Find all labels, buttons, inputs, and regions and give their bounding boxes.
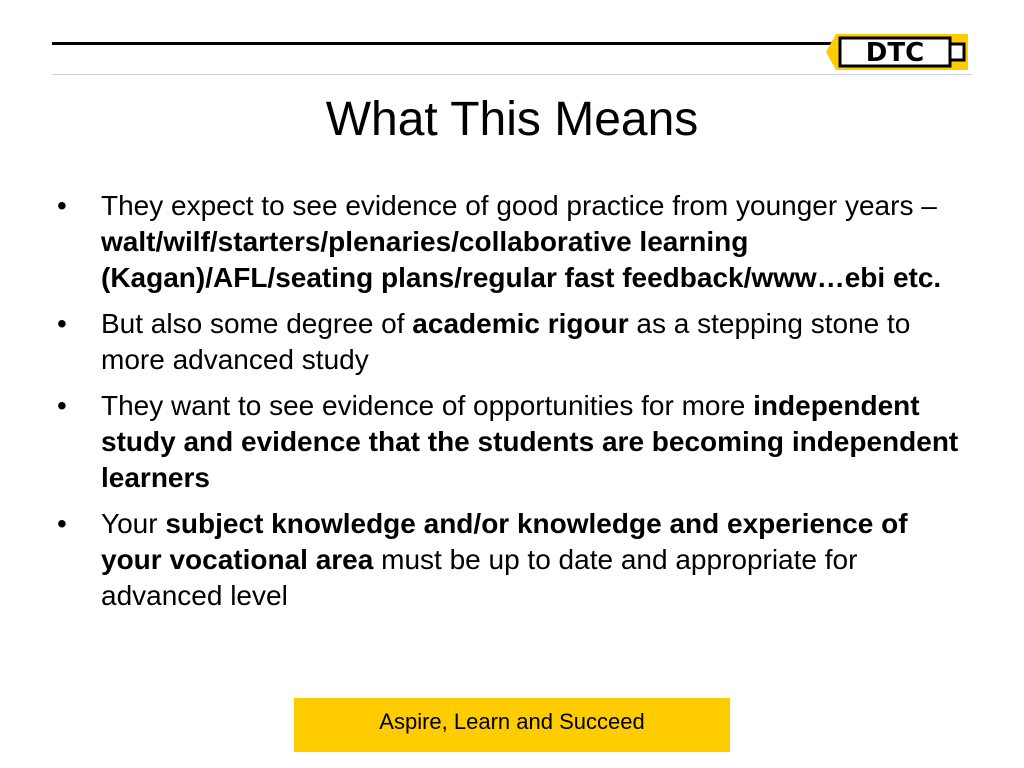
footer-banner: Aspire, Learn and Succeed <box>294 698 730 752</box>
bullet-item <box>55 388 970 496</box>
bullet-text: as a stepping stone to more advanced study <box>101 308 911 375</box>
header-rule-thick <box>52 42 852 45</box>
header-rule-thin <box>52 74 972 75</box>
bullet-text: must be up to date and appropriate for advanced level <box>101 544 858 611</box>
bullet-text: But also some degree of <box>101 308 413 339</box>
dtc-logo <box>826 30 972 74</box>
bullet-marker: • <box>57 508 67 539</box>
bullet-item <box>55 188 970 296</box>
slide-title: What This Means <box>325 93 699 146</box>
bullet-text-bold: walt/wilf/starters/plenaries/collaborative learning (Kagan)/AFL/seating plans/regular fast feedback/www…ebi etc. <box>101 226 942 293</box>
bullet-text: They want to see evidence of opportunities for more <box>101 390 754 421</box>
bullet-text: Your <box>101 508 166 539</box>
bullet-item <box>55 506 970 614</box>
bullet-text-bold: independent study and evidence that the students are becoming independent learners <box>101 390 959 493</box>
bullet-marker: • <box>57 308 67 339</box>
bullet-text: They expect to see evidence of good practice from younger years – <box>101 190 937 221</box>
bullet-text-bold: academic rigour <box>412 308 629 339</box>
bullet-marker: • <box>57 390 67 421</box>
bullet-text-bold: subject knowledge and/or knowledge and experience of your vocational area <box>101 508 908 575</box>
bullet-list <box>55 188 970 624</box>
logo-text: DTC <box>865 38 925 68</box>
bullet-item <box>55 306 970 378</box>
bullet-marker: • <box>57 190 67 221</box>
